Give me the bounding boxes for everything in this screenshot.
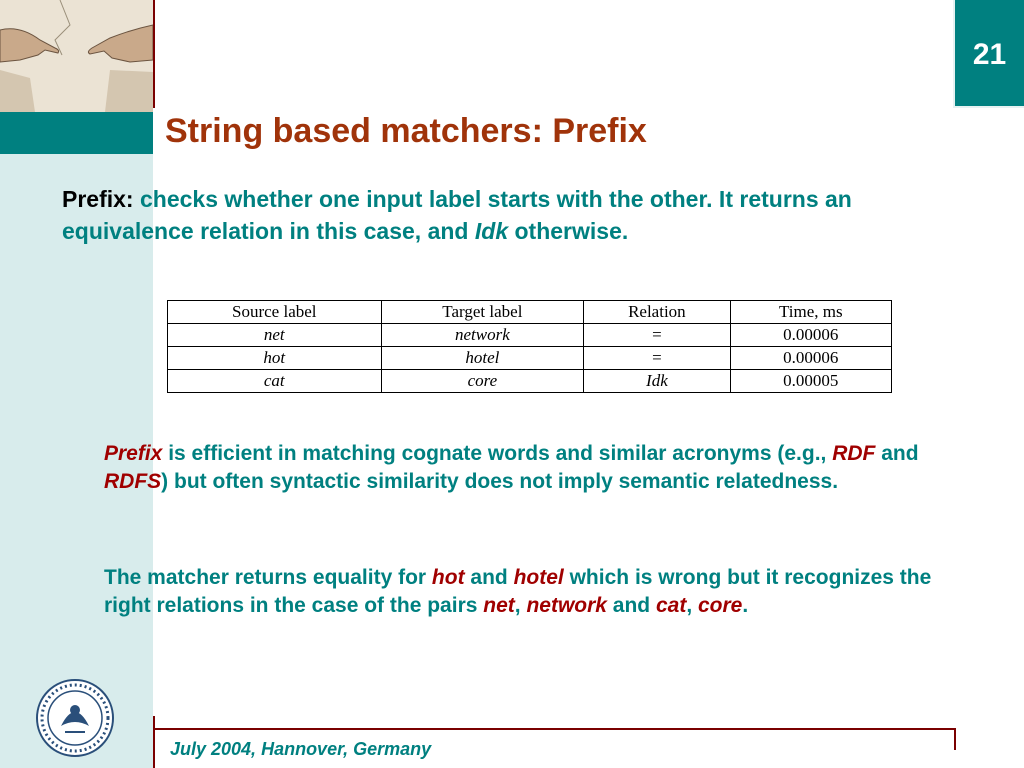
col-header-source-label: Source label (168, 301, 382, 324)
definition-text: checks whether one input label starts with the other. It returns an equivalence relation in this case, and (62, 186, 852, 244)
creation-of-adam-image (0, 0, 153, 112)
cell-target: network (381, 324, 584, 347)
para1-text2: and (875, 442, 919, 465)
para2-network: network (526, 594, 607, 617)
para2-net: net (483, 594, 515, 617)
col-header-time: Time, ms (730, 301, 891, 324)
cell-time: 0.00006 (730, 347, 891, 370)
para2-hotel: hotel (513, 566, 564, 589)
slide-number: 21 (972, 38, 1007, 71)
definition-idk: Idk (474, 218, 509, 244)
para1-rdf: RDF (832, 442, 876, 465)
para1-text1: is efficient in matching cognate words and similar acronyms (e.g., (162, 442, 833, 465)
cell-source: net (168, 324, 382, 347)
para1-text3: ) but often syntactic similarity does not imply semantic relatedness. (161, 470, 839, 493)
para2-text3: which is wrong but it recognizes the right relations in the case of the pairs (104, 566, 932, 617)
para1-rdfs: RDFS (104, 470, 162, 493)
cell-time: 0.00005 (730, 370, 891, 393)
footer-divider-right (954, 728, 956, 750)
cell-source: cat (168, 370, 382, 393)
para2-text2: and (464, 566, 514, 589)
col-header-relation: Relation (584, 301, 730, 324)
definition-label: Prefix: (62, 186, 134, 212)
cell-target: core (381, 370, 584, 393)
table-row (168, 347, 892, 370)
footer-divider-left (153, 716, 155, 768)
cell-relation: = (584, 347, 730, 370)
header-divider-line (153, 0, 155, 108)
definition-text-end: otherwise. (508, 218, 629, 244)
cell-relation: Idk (584, 370, 730, 393)
col-header-target-label: Target label (381, 301, 584, 324)
table-row (168, 370, 892, 393)
slide-title: String based matchers: Prefix (165, 112, 647, 150)
paragraph-matcher-result (104, 564, 944, 620)
table-header-row (168, 301, 892, 324)
cell-relation: = (584, 324, 730, 347)
cell-source: hot (168, 347, 382, 370)
results-table (167, 300, 892, 393)
table-row (168, 324, 892, 347)
para2-text1: The matcher returns equality for (104, 566, 432, 589)
para2-core: core (698, 594, 743, 617)
header-teal-bar (0, 112, 153, 154)
para2-cat: cat (655, 594, 687, 617)
para2-text4: , (514, 594, 527, 617)
cell-time: 0.00006 (730, 324, 891, 347)
para2-text5: and (606, 594, 656, 617)
para2-hot: hot (431, 566, 465, 589)
cell-target: hotel (381, 347, 584, 370)
paragraph-efficiency (104, 440, 944, 496)
para2-text7: . (742, 594, 749, 617)
university-seal-icon (35, 678, 115, 758)
para2-text6: , (686, 594, 698, 617)
prefix-definition (62, 183, 962, 247)
footer-text: July 2004, Hannover, Germany (170, 739, 432, 759)
para1-prefix: Prefix (104, 442, 163, 465)
slide-number-box (953, 0, 1024, 108)
footer-divider-line (153, 728, 956, 730)
